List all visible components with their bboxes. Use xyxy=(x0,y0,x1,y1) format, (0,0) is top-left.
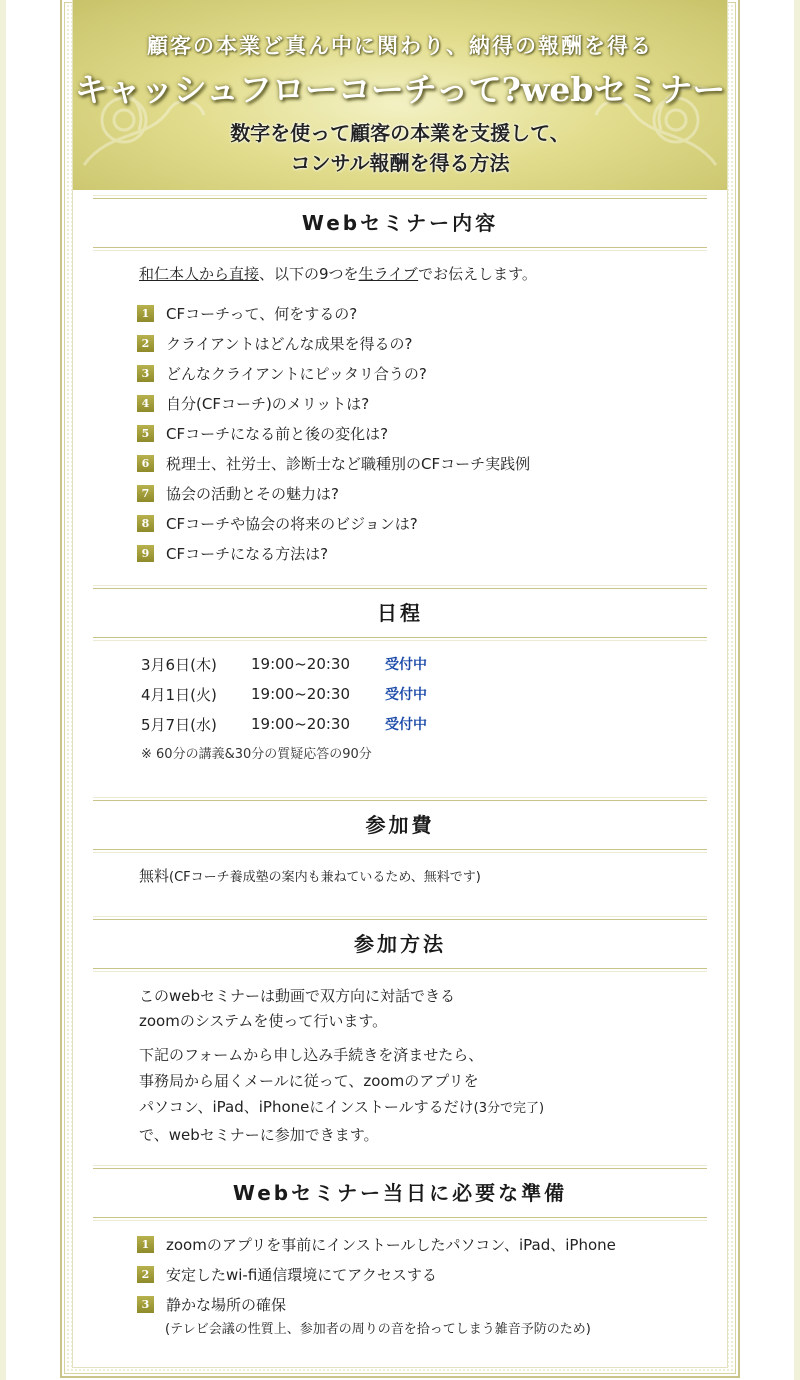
right-border-strip xyxy=(794,0,800,1380)
fee-text xyxy=(139,865,481,886)
list-item xyxy=(137,1229,616,1259)
list-item-text: 自分(CFコーチ)のメリットは? xyxy=(166,394,370,413)
section-title-method: 参加方法 xyxy=(93,919,707,969)
hero-tagline-line2: コンサル報酬を得る方法 xyxy=(290,151,510,175)
method-paragraph-1 xyxy=(139,984,455,1034)
section-title-prep: Webセミナー当日に必要な準備 xyxy=(93,1168,707,1218)
schedule-date: 4月1日(火) xyxy=(141,685,217,704)
seminar-card xyxy=(60,0,740,1378)
list-item xyxy=(137,478,530,508)
list-item xyxy=(137,448,530,478)
schedule-note: ※ 60分の講義&30分の質疑応答の90分 xyxy=(141,747,372,762)
schedule-row xyxy=(141,679,427,709)
prep-item3-note: (テレビ会議の性質上、参加者の周りの音を拾ってしまう雑音予防のため) xyxy=(165,1322,591,1337)
list-item-text: zoomのアプリを事前にインストールしたパソコン、iPad、iPhone xyxy=(166,1235,616,1254)
schedule-time: 19:00~20:30 xyxy=(251,655,351,673)
list-item xyxy=(137,418,530,448)
list-item-text: CFコーチになる方法は? xyxy=(166,544,329,563)
method-paragraph-2 xyxy=(139,1042,544,1148)
hero-banner xyxy=(73,0,727,190)
method-line: zoomのシステムを使って行います。 xyxy=(139,1012,388,1030)
number-badge: 9 xyxy=(137,545,154,562)
method-line xyxy=(139,1094,544,1122)
section-title-content: Webセミナー内容 xyxy=(93,198,707,248)
list-item xyxy=(137,1259,616,1289)
intro-text: 、以下の9つを xyxy=(259,265,359,283)
fee-amount: 無料 xyxy=(139,867,170,885)
hero-tagline-line1: 数字を使って顧客の本業を支援して、 xyxy=(230,121,570,145)
number-badge: 7 xyxy=(137,485,154,502)
list-item-text: CFコーチや協会の将来のビジョンは? xyxy=(166,514,418,533)
method-duration-note: (3分で完了) xyxy=(473,1101,545,1116)
content-list xyxy=(137,298,530,568)
number-badge: 1 xyxy=(137,305,154,322)
section-title-fee: 参加費 xyxy=(93,800,707,850)
schedule-row xyxy=(141,649,427,679)
number-badge: 2 xyxy=(137,335,154,352)
list-item xyxy=(137,328,530,358)
list-item xyxy=(137,358,530,388)
list-item xyxy=(137,388,530,418)
left-border-strip xyxy=(0,0,6,1380)
number-badge: 3 xyxy=(137,365,154,382)
list-item-text: CFコーチになる前と後の変化は? xyxy=(166,424,389,443)
list-item-text: 静かな場所の確保 xyxy=(166,1295,287,1314)
number-badge: 8 xyxy=(137,515,154,532)
intro-text-end: でお伝えします。 xyxy=(418,265,537,283)
list-item-text: 協会の活動とその魅力は? xyxy=(166,484,339,503)
status-badge: 受付中 xyxy=(385,687,427,703)
hero-subheading: 顧客の本業ど真ん中に関わり、納得の報酬を得る xyxy=(147,33,653,58)
number-badge: 4 xyxy=(137,395,154,412)
status-badge: 受付中 xyxy=(385,657,427,673)
list-item-text: クライアントはどんな成果を得るの? xyxy=(166,334,413,353)
schedule-table xyxy=(141,649,427,762)
schedule-row xyxy=(141,709,427,739)
intro-emphasis-live: 生ライブ xyxy=(358,265,419,283)
schedule-time: 19:00~20:30 xyxy=(251,715,351,733)
card-inner xyxy=(72,0,728,1368)
prep-list xyxy=(137,1229,616,1319)
intro-emphasis-direct: 和仁本人から直接 xyxy=(139,265,260,283)
list-item-text: CFコーチって、何をするの? xyxy=(166,304,358,323)
content-intro xyxy=(139,263,537,284)
list-item xyxy=(137,538,530,568)
number-badge: 5 xyxy=(137,425,154,442)
schedule-time: 19:00~20:30 xyxy=(251,685,351,703)
method-line: で、webセミナーに参加できます。 xyxy=(139,1126,379,1144)
schedule-date: 5月7日(水) xyxy=(141,715,217,734)
method-line-text: パソコン、iPad、iPhoneにインストールするだけ xyxy=(139,1098,474,1116)
schedule-date: 3月6日(木) xyxy=(141,655,217,674)
method-line: 下記のフォームから申し込み手続きを済ませたら、 xyxy=(139,1046,484,1064)
number-badge: 2 xyxy=(137,1266,154,1283)
list-item xyxy=(137,298,530,328)
list-item xyxy=(137,508,530,538)
section-title-schedule: 日程 xyxy=(93,588,707,638)
fee-note: (CFコーチ養成塾の案内も兼ねているため、無料です) xyxy=(169,870,481,885)
hero-title: キャッシュフローコーチって?webセミナー xyxy=(74,70,726,109)
list-item-text: 税理士、社労士、診断士など職種別のCFコーチ実践例 xyxy=(166,454,531,473)
method-line: このwebセミナーは動画で双方向に対話できる xyxy=(139,987,456,1005)
number-badge: 1 xyxy=(137,1236,154,1253)
list-item-text: どんなクライアントにピッタリ合うの? xyxy=(166,364,427,383)
hero-tagline xyxy=(73,118,727,178)
number-badge: 6 xyxy=(137,455,154,472)
status-badge: 受付中 xyxy=(385,717,427,733)
number-badge: 3 xyxy=(137,1296,154,1313)
list-item-text: 安定したwi-fi通信環境にてアクセスする xyxy=(166,1265,437,1284)
method-line: 事務局から届くメールに従って、zoomのアプリを xyxy=(139,1072,479,1090)
list-item xyxy=(137,1289,616,1319)
